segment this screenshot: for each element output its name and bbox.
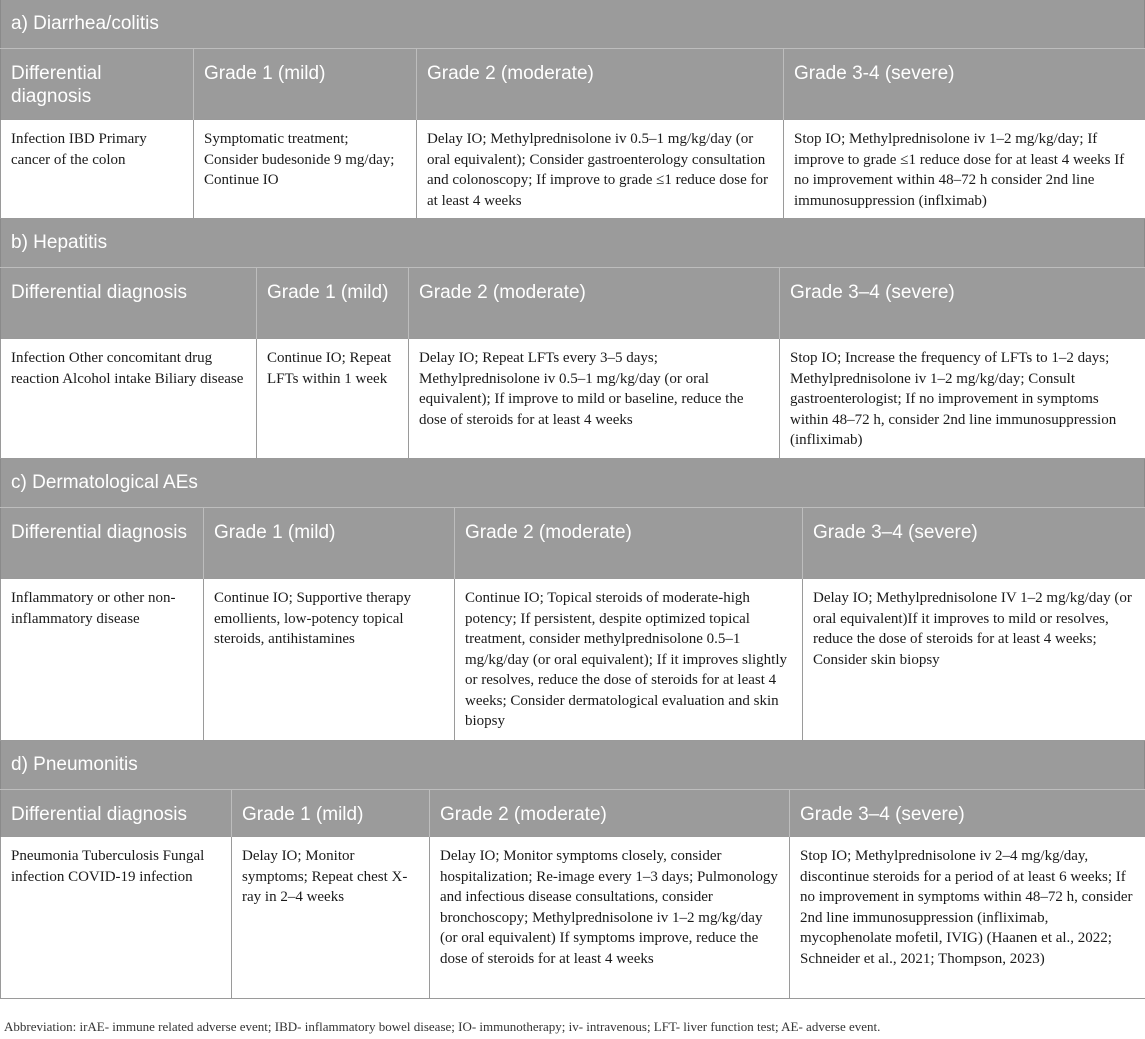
cell-grade-3-4: Delay IO; Methylprednisolone IV 1–2 mg/kg/day (or oral equivalent)If it improves to mild or resolves, reduce the dose of steroids for at least 4 weeks; Consider skin biopsy — [803, 579, 1145, 741]
table-row — [1, 579, 1145, 741]
cell-grade-3-4: Stop IO; Methylprednisolone iv 1–2 mg/kg/day; If improve to grade ≤1 reduce dose for at least 4 weeks If no improvement within 48–72 h consider 2nd line immunosuppression (inflximab) — [784, 120, 1145, 219]
header-grade-1: Grade 1 (mild) — [232, 790, 430, 837]
header-grade-2: Grade 2 (moderate) — [409, 268, 780, 339]
cell-grade-3-4: Stop IO; Increase the frequency of LFTs to 1–2 days; Methylprednisolone iv 1–2 mg/kg/day; Consult gastroenterologist; If no improvement in symptoms within 48–72 h, consider 2nd line immunosuppression (infliximab) — [780, 339, 1145, 459]
section-title-diarrhea-colitis: a) Diarrhea/colitis — [0, 0, 1145, 48]
section-title-pneumonitis: d) Pneumonitis — [0, 741, 1145, 789]
header-grade-1: Grade 1 (mild) — [194, 49, 417, 120]
header-grade-3-4: Grade 3–4 (severe) — [780, 268, 1145, 339]
header-grade-3-4: Grade 3-4 (severe) — [784, 49, 1145, 120]
header-differential-diagnosis: Differential diagnosis — [1, 268, 257, 339]
table-row — [1, 120, 1145, 219]
table-row — [1, 339, 1145, 459]
header-row — [1, 790, 1145, 837]
abbreviation-footnote: Abbreviation: irAE- immune related adverse event; IBD- inflammatory bowel disease; IO- immunotherapy; iv- intravenous; LFT- liver function test; AE- adverse event. — [4, 1019, 881, 1034]
header-grade-3-4: Grade 3–4 (severe) — [803, 508, 1145, 579]
header-differential-diagnosis: Differential diagnosis — [1, 49, 194, 120]
cell-grade-2: Delay IO; Monitor symptoms closely, consider hospitalization; Re-image every 1–3 days; Pulmonology and infectious disease consultations, consider bronchoscopy; Methylprednisolone iv 1–2 mg/kg/day (or oral equivalent) If symptoms improve, reduce the dose of steroids for at least 4 weeks — [430, 837, 790, 999]
table-row — [1, 837, 1145, 999]
section-title-hepatitis: b) Hepatitis — [0, 219, 1145, 267]
header-grade-2: Grade 2 (moderate) — [430, 790, 790, 837]
header-row — [1, 49, 1145, 120]
cell-grade-1: Continue IO; Repeat LFTs within 1 week — [257, 339, 409, 459]
section-title-dermatological-aes: c) Dermatological AEs — [0, 459, 1145, 507]
header-row — [1, 268, 1145, 339]
header-differential-diagnosis: Differential diagnosis — [1, 508, 204, 579]
section-table-pneumonitis — [0, 789, 1145, 999]
header-grade-1: Grade 1 (mild) — [204, 508, 455, 579]
header-grade-2: Grade 2 (moderate) — [455, 508, 803, 579]
cell-grade-1: Continue IO; Supportive therapy emollients, low-potency topical steroids, antihistamines — [204, 579, 455, 741]
cell-differential-diagnosis: Inflammatory or other non-inflammatory disease — [1, 579, 204, 741]
cell-grade-3-4: Stop IO; Methylprednisolone iv 2–4 mg/kg/day, discontinue steroids for a period of at least 6 weeks; If no improvement in symptoms within 48–72 h, consider 2nd line immunosuppression (infliximab, mycophenolate mofetil, IVIG) (Haanen et al., 2022; Schneider et al., 2021; Thompson, 2023) — [790, 837, 1145, 999]
cell-differential-diagnosis: Infection Other concomitant drug reaction Alcohol intake Biliary disease — [1, 339, 257, 459]
header-differential-diagnosis: Differential diagnosis — [1, 790, 232, 837]
cell-differential-diagnosis: Infection IBD Primary cancer of the colon — [1, 120, 194, 219]
cell-grade-1: Delay IO; Monitor symptoms; Repeat chest X-ray in 2–4 weeks — [232, 837, 430, 999]
cell-grade-2: Delay IO; Repeat LFTs every 3–5 days; Methylprednisolone iv 0.5–1 mg/kg/day (or oral equivalent); If improve to mild or baseline, reduce the dose of steroids for at least 4 weeks — [409, 339, 780, 459]
section-table-diarrhea-colitis — [0, 48, 1145, 219]
header-grade-3-4: Grade 3–4 (severe) — [790, 790, 1145, 837]
cell-grade-1: Symptomatic treatment; Consider budesonide 9 mg/day; Continue IO — [194, 120, 417, 219]
header-grade-2: Grade 2 (moderate) — [417, 49, 784, 120]
header-row — [1, 508, 1145, 579]
cell-grade-2: Continue IO; Topical steroids of moderate-high potency; If persistent, despite optimized topical treatment, consider methylprednisolone 0.5–1 mg/kg/day (or oral equivalent); If it improves slightly or resolves, reduce the dose of steroids for at least 4 weeks; Consider dermatological evaluation and skin biopsy — [455, 579, 803, 741]
cell-grade-2: Delay IO; Methylprednisolone iv 0.5–1 mg/kg/day (or oral equivalent); Consider gastroenterology consultation and colonoscopy; If improve to grade ≤1 reduce dose for at least 4 weeks — [417, 120, 784, 219]
header-grade-1: Grade 1 (mild) — [257, 268, 409, 339]
section-table-hepatitis — [0, 267, 1145, 459]
section-table-dermatological-aes — [0, 507, 1145, 741]
cell-differential-diagnosis: Pneumonia Tuberculosis Fungal infection COVID-19 infection — [1, 837, 232, 999]
